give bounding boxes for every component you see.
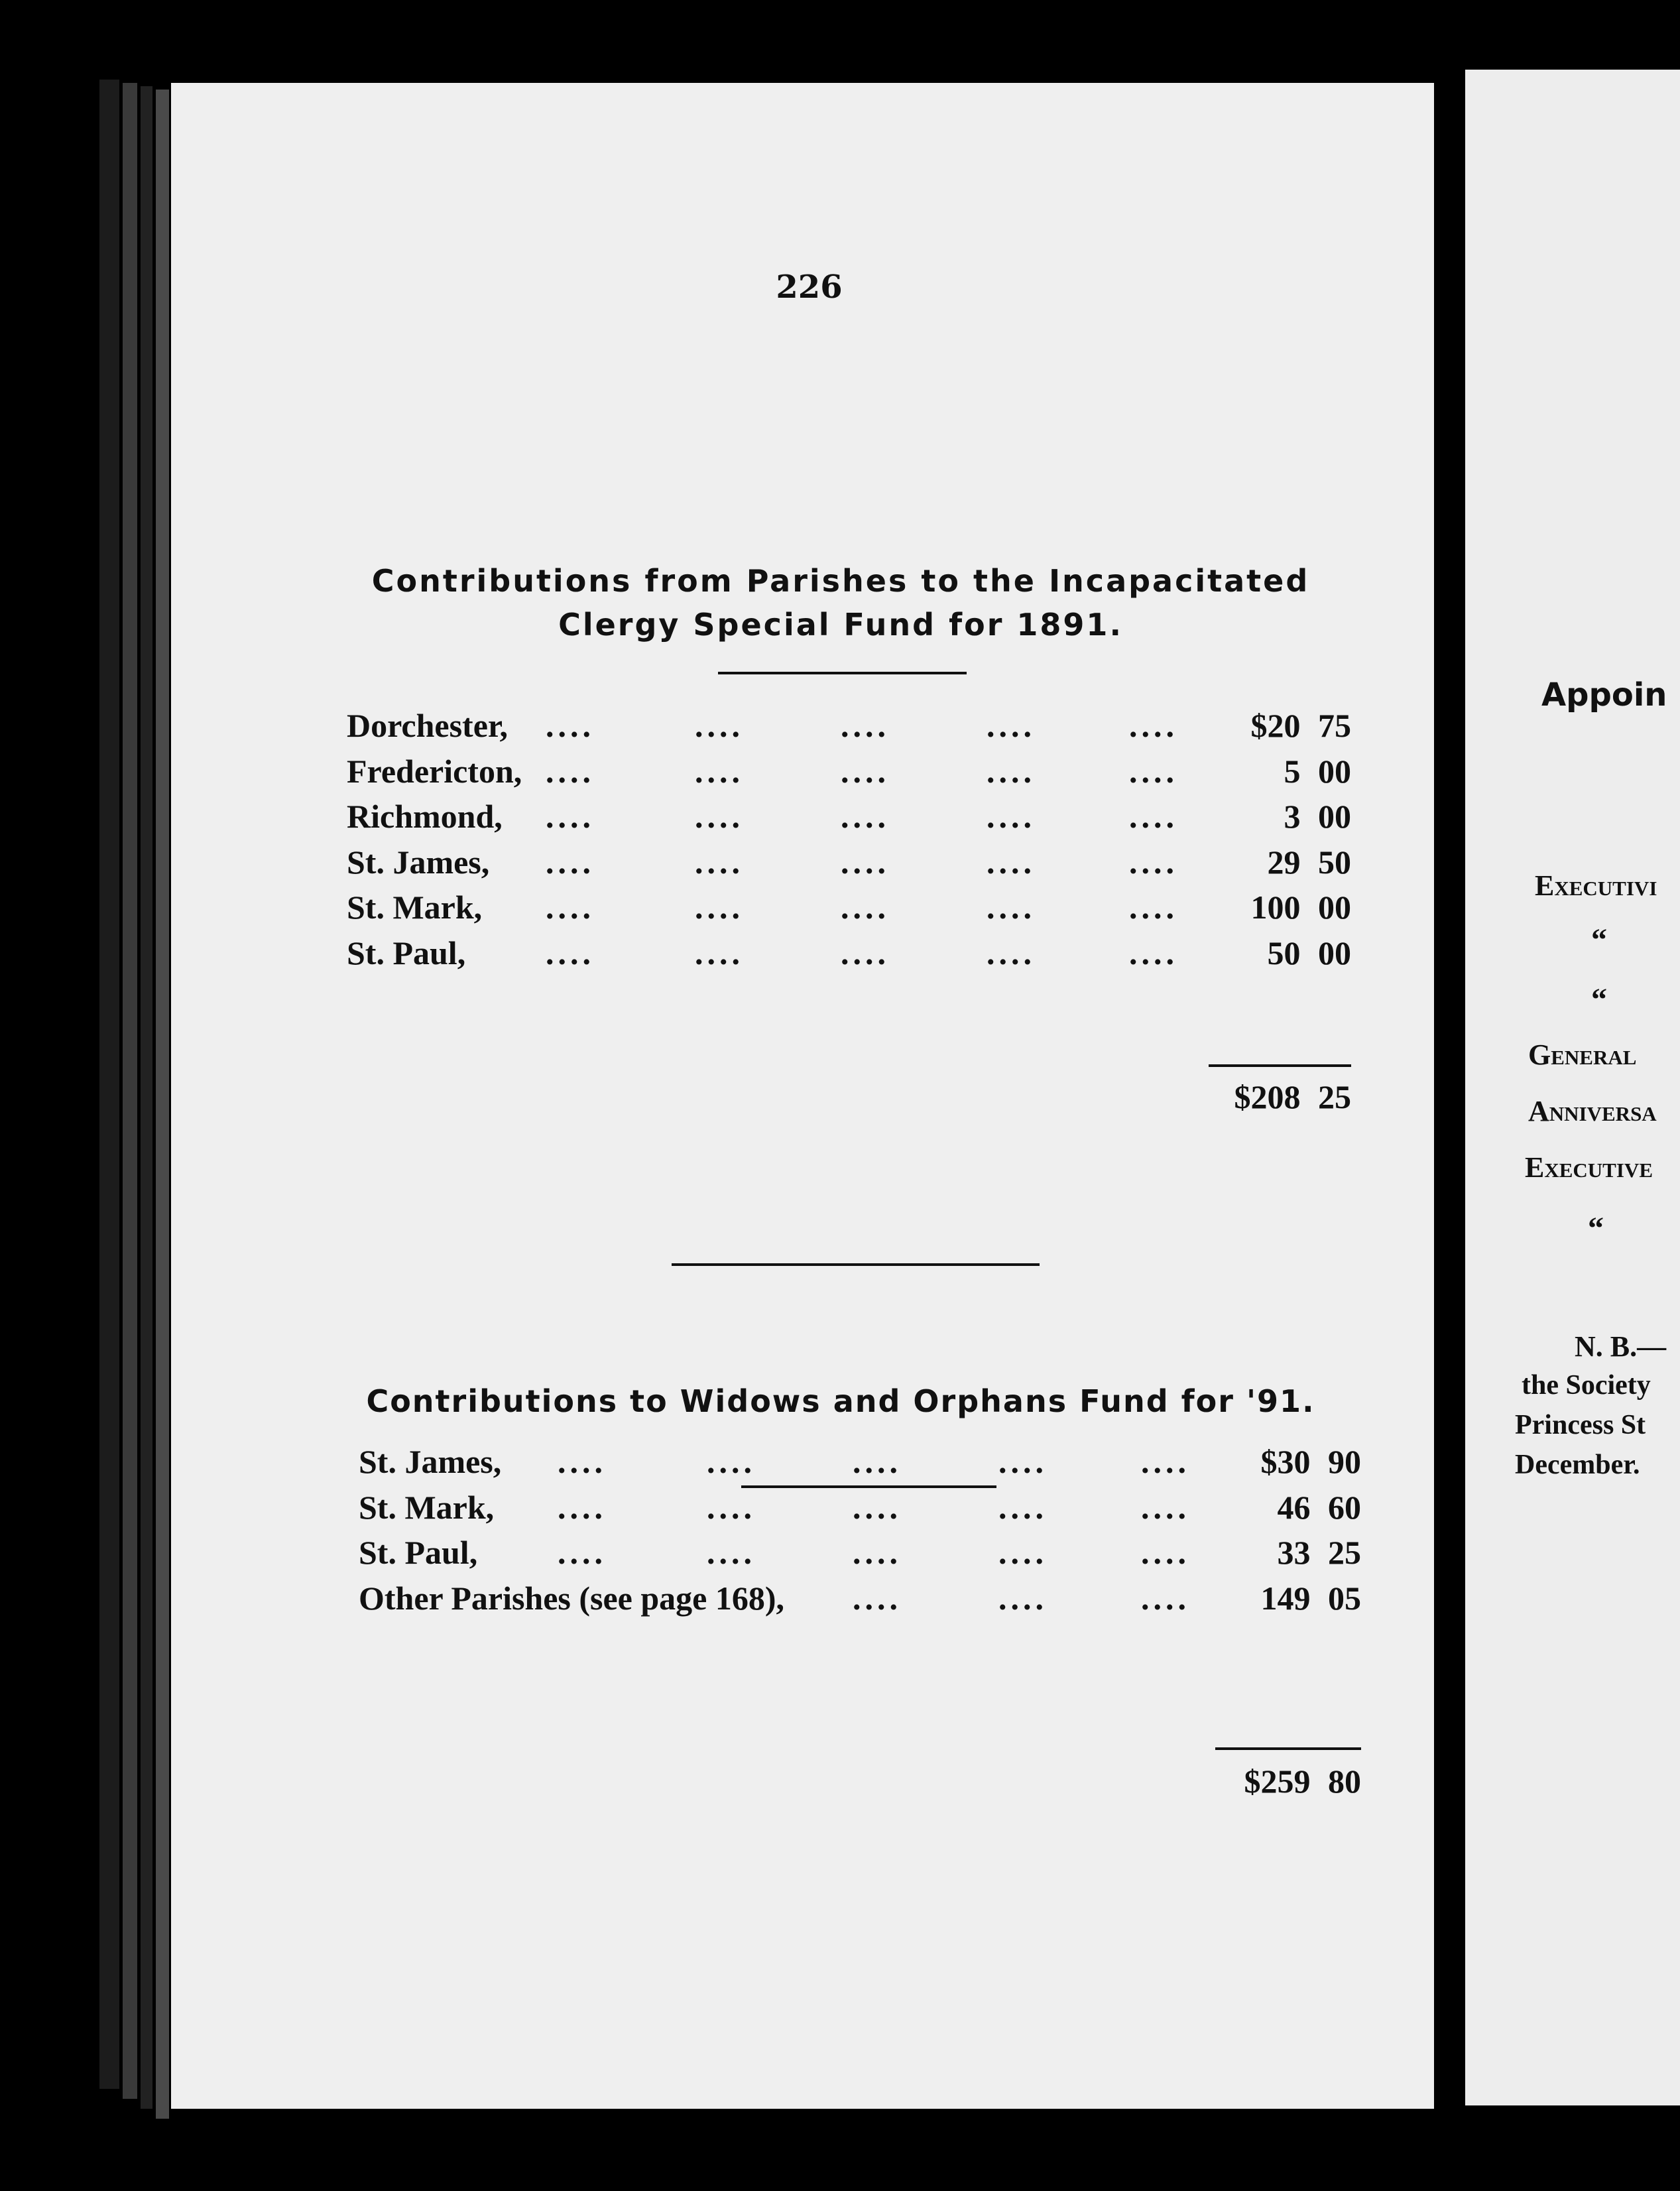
right-line: Appoin — [1541, 676, 1667, 714]
section-divider — [672, 1263, 1040, 1266]
leader-dots: .... — [998, 1579, 1048, 1617]
leader-dots: .... — [695, 889, 744, 926]
section1-sum-rule — [1209, 1064, 1351, 1067]
section1-title-rule — [718, 672, 967, 674]
leader-dots: .... — [987, 798, 1036, 835]
ledger-row — [347, 843, 1351, 883]
page-number: 226 — [776, 269, 843, 306]
leader-dots: .... — [1129, 707, 1178, 744]
amount: 46 60 — [1277, 1488, 1361, 1526]
right-line: Princess St — [1515, 1410, 1646, 1440]
section1-title — [330, 559, 1351, 647]
right-line: the Society — [1522, 1370, 1651, 1401]
leader-dots: .... — [998, 1534, 1048, 1571]
book-edge — [123, 83, 137, 2099]
leader-dots: .... — [841, 707, 890, 744]
leader-dots: .... — [1141, 1443, 1190, 1480]
amount: 29 50 — [1267, 843, 1351, 881]
leader-dots: .... — [546, 798, 595, 835]
ledger-row — [359, 1579, 1361, 1619]
amount: 149 05 — [1260, 1579, 1361, 1617]
book-edge — [156, 90, 169, 2119]
ledger-row — [347, 934, 1351, 973]
leader-dots: .... — [998, 1488, 1048, 1526]
leader-dots: .... — [546, 934, 595, 971]
parish-name: Richmond, — [347, 798, 503, 835]
leader-dots: .... — [558, 1443, 607, 1480]
parish-name: St. Paul, — [347, 934, 466, 971]
leader-dots: .... — [841, 843, 890, 881]
right-line: “ — [1591, 982, 1607, 1017]
parish-name: St. James, — [359, 1443, 502, 1480]
leader-dots: .... — [707, 1443, 756, 1480]
leader-dots: .... — [546, 889, 595, 926]
right-line: “ — [1588, 1211, 1604, 1246]
amount: 50 00 — [1267, 934, 1351, 971]
leader-dots: .... — [841, 934, 890, 971]
leader-dots: .... — [987, 752, 1036, 790]
right-page — [1465, 70, 1680, 2105]
leader-dots: .... — [558, 1488, 607, 1526]
book-edge — [99, 80, 119, 2089]
right-line: General — [1528, 1038, 1637, 1071]
ledger-row — [347, 752, 1351, 792]
leader-dots: .... — [546, 707, 595, 744]
leader-dots: .... — [987, 934, 1036, 971]
leader-dots: .... — [853, 1579, 902, 1617]
parish-name: St. James, — [347, 843, 490, 881]
leader-dots: .... — [1129, 934, 1178, 971]
ledger-row — [359, 1442, 1361, 1482]
ledger-row — [359, 1488, 1361, 1528]
right-line: December. — [1515, 1450, 1640, 1480]
amount: $30 90 — [1260, 1443, 1361, 1480]
leader-dots: .... — [695, 843, 744, 881]
leader-dots: .... — [987, 889, 1036, 926]
leader-dots: .... — [1141, 1579, 1190, 1617]
section2-sum-rule — [1215, 1747, 1361, 1750]
book-edge — [141, 86, 152, 2109]
leader-dots: .... — [1129, 752, 1178, 790]
amount: 3 00 — [1284, 798, 1351, 835]
leader-dots: .... — [695, 798, 744, 835]
amount: $20 75 — [1250, 707, 1351, 744]
leader-dots: .... — [1129, 798, 1178, 835]
leader-dots: .... — [841, 889, 890, 926]
leader-dots: .... — [695, 752, 744, 790]
right-line: Executive — [1525, 1151, 1653, 1184]
right-line: Anniversa — [1528, 1095, 1657, 1127]
parish-name: Other Parishes (see page 168), — [359, 1579, 785, 1617]
leader-dots: .... — [1141, 1488, 1190, 1526]
section1-title-line2: Clergy Special Fund for 1891. — [558, 607, 1123, 643]
section1-total: $208 25 — [1234, 1078, 1351, 1115]
leader-dots: .... — [558, 1534, 607, 1571]
parish-name: St. Mark, — [359, 1488, 495, 1526]
leader-dots: .... — [841, 798, 890, 835]
ledger-row — [359, 1533, 1361, 1573]
right-line: “ — [1591, 922, 1607, 958]
leader-dots: .... — [546, 843, 595, 881]
ledger-row — [347, 706, 1351, 746]
parish-name: Fredericton, — [347, 752, 522, 790]
leader-dots: .... — [987, 707, 1036, 744]
leader-dots: .... — [707, 1534, 756, 1571]
leader-dots: .... — [695, 934, 744, 971]
ledger-row — [347, 888, 1351, 928]
section1-title-line1: Contributions from Parishes to the Incapacitated — [371, 563, 1310, 599]
parish-name: St. Paul, — [359, 1534, 478, 1571]
leader-dots: .... — [695, 707, 744, 744]
right-line: Executivi — [1535, 869, 1657, 902]
leader-dots: .... — [853, 1488, 902, 1526]
leader-dots: .... — [707, 1488, 756, 1526]
ledger-row — [347, 797, 1351, 837]
section2-total: $259 80 — [1244, 1763, 1361, 1800]
amount: 5 00 — [1284, 752, 1351, 790]
leader-dots: .... — [546, 752, 595, 790]
leader-dots: .... — [1129, 843, 1178, 881]
leader-dots: .... — [1141, 1534, 1190, 1571]
leader-dots: .... — [853, 1534, 902, 1571]
amount: 100 00 — [1250, 889, 1351, 926]
leader-dots: .... — [987, 843, 1036, 881]
leader-dots: .... — [853, 1443, 902, 1480]
section2-title: Contributions to Widows and Orphans Fund for '91. — [366, 1383, 1315, 1419]
leader-dots: .... — [1129, 889, 1178, 926]
right-line: N. B.— — [1575, 1330, 1667, 1363]
left-page — [171, 83, 1434, 2109]
leader-dots: .... — [841, 752, 890, 790]
parish-name: St. Mark, — [347, 889, 483, 926]
leader-dots: .... — [998, 1443, 1048, 1480]
parish-name: Dorchester, — [347, 707, 508, 744]
amount: 33 25 — [1277, 1534, 1361, 1571]
